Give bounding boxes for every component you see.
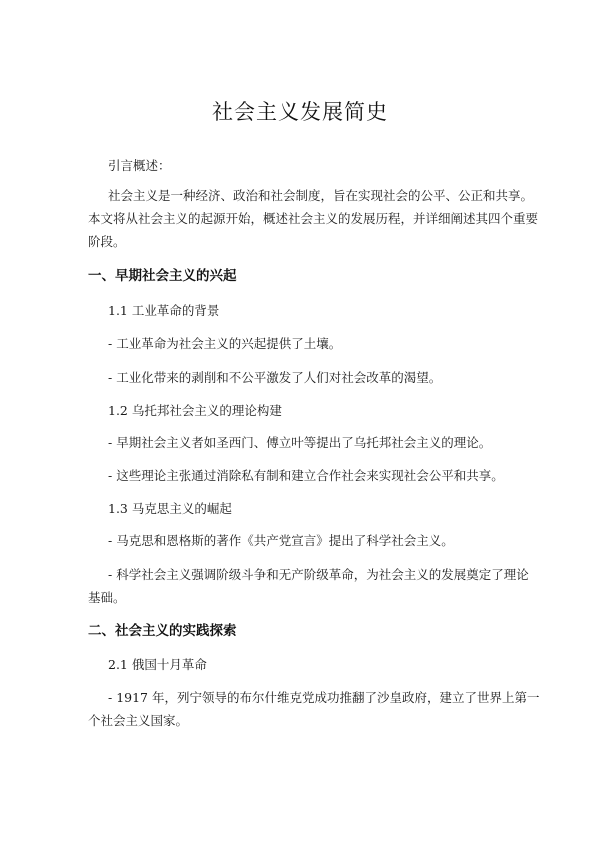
bullet-point: - 1917 年，列宁领导的布尔什维克党成功推翻了沙皇政府，建立了世界上第一 [108,690,540,705]
section-heading-2: 二、社会主义的实践探索 [88,623,237,639]
subsection-title: 2.1 俄国十月革命 [108,657,207,672]
intro-line: 阶段。 [88,234,126,249]
bullet-point: - 工业化带来的剥削和不公平激发了人们对社会改革的渴望。 [108,370,442,385]
subsection-title: 1.2 乌托邦社会主义的理论构建 [108,403,282,418]
subsection-title: 1.1 工业革命的背景 [108,303,220,318]
bullet-point: - 马克思和恩格斯的著作《共产党宣言》提出了科学社会主义。 [108,533,454,548]
section-heading-1: 一、早期社会主义的兴起 [88,268,237,284]
intro-label: 引言概述： [108,158,171,173]
bullet-point: - 早期社会主义者如圣西门、傅立叶等提出了乌托邦社会主义的理论。 [108,435,492,450]
bullet-point-continuation: 基础。 [88,590,126,605]
bullet-point: - 工业革命为社会主义的兴起提供了土壤。 [108,336,342,351]
intro-line: 社会主义是一种经济、政治和社会制度，旨在实现社会的公平、公正和共享。 [108,188,534,203]
page-title: 社会主义发展简史 [212,100,388,124]
bullet-point: - 这些理论主张通过消除私有制和建立合作社会来实现社会公平和共享。 [108,468,504,483]
subsection-title: 1.3 马克思主义的崛起 [108,501,232,516]
bullet-point-continuation: 个社会主义国家。 [88,713,189,728]
bullet-point: - 科学社会主义强调阶级斗争和无产阶级革命，为社会主义的发展奠定了理论 [108,567,529,582]
intro-line: 本文将从社会主义的起源开始，概述社会主义的发展历程，并详细阐述其四个重要 [88,211,539,226]
